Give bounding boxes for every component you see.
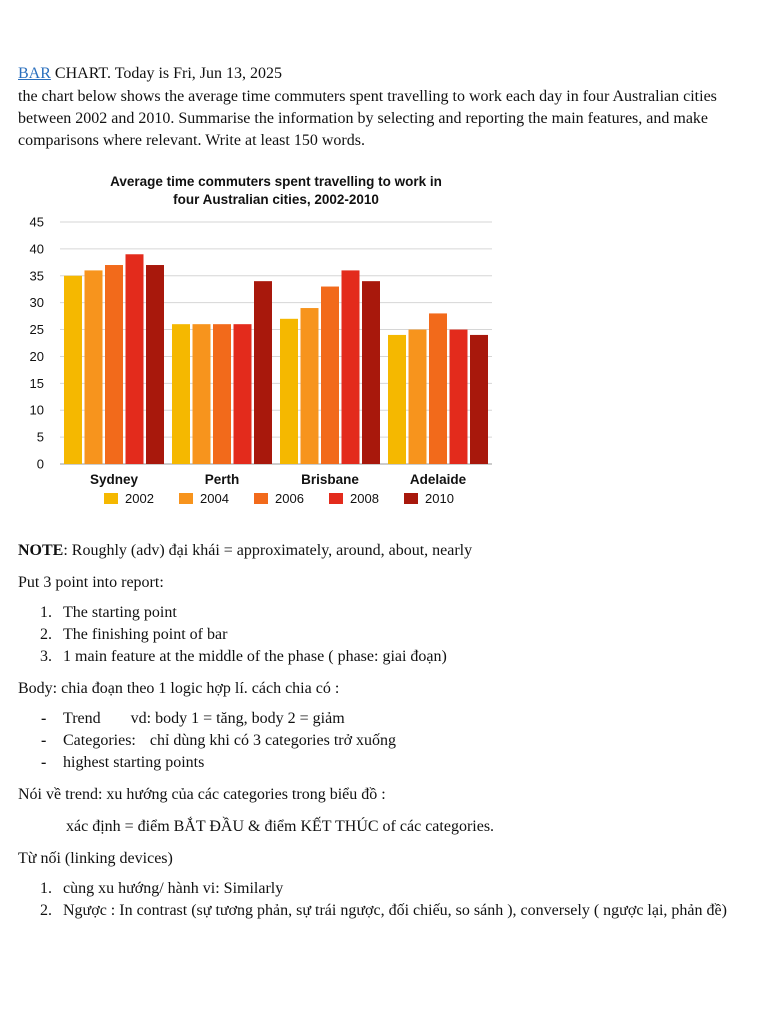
list-item: [18, 624, 733, 646]
legend-swatch-2008: [329, 493, 343, 504]
list-item: [18, 602, 733, 624]
list-text: The finishing point of bar: [63, 626, 228, 643]
list-dash: -: [41, 732, 47, 749]
list-item: [18, 708, 733, 730]
list-item: [18, 730, 733, 752]
bar-brisbane-2004: [301, 308, 319, 464]
bar-adelaide-2004: [409, 330, 427, 464]
list-item: [18, 878, 733, 900]
list-dash: -: [41, 754, 47, 771]
bar-adelaide-2010: [470, 335, 488, 464]
y-tick-label: 45: [29, 214, 44, 230]
chart-title-line: four Australian cities, 2002-2010: [173, 192, 379, 207]
bar-sydney-2008: [126, 254, 144, 464]
y-tick-label: 20: [29, 348, 44, 364]
y-tick-label: 0: [36, 456, 44, 472]
list-label: highest starting points: [63, 754, 205, 771]
list-text: Ngược : In contrast (sự tương phản, sự trái ngược, đối chiếu, so sánh ), conversely ( ngược lại, phản đề): [63, 902, 727, 919]
bar-adelaide-2002: [388, 335, 406, 464]
legend-swatch-2010: [404, 493, 418, 504]
bar-link[interactable]: BAR: [18, 65, 51, 82]
list-text: vd: body 1 = tăng, body 2 = giảm: [130, 710, 345, 727]
list-label: Categories:: [63, 732, 136, 749]
bar-perth-2010: [254, 281, 272, 464]
list-number: 2.: [40, 626, 52, 643]
bar-perth-2006: [213, 324, 231, 464]
bar-perth-2008: [234, 324, 252, 464]
bar-perth-2004: [193, 324, 211, 464]
bar-brisbane-2002: [280, 319, 298, 464]
document-title: [18, 62, 733, 86]
legend-label: 2006: [275, 491, 304, 506]
list-text: chỉ dùng khi có 3 categories trở xuống: [149, 732, 397, 749]
note-label: NOTE: [18, 542, 64, 559]
y-tick-label: 15: [29, 375, 44, 391]
legend-label: 2002: [125, 491, 154, 506]
legend-label: 2010: [425, 491, 454, 506]
body-list: [18, 708, 733, 774]
bar-sydney-2006: [105, 265, 123, 464]
y-tick-label: 40: [29, 241, 44, 257]
list-item: [18, 900, 733, 922]
chart-title-line: Average time commuters spent travelling to work in: [110, 174, 442, 189]
list-label: Trend: [63, 710, 101, 727]
legend-label: 2004: [200, 491, 229, 506]
list-number: 3.: [40, 648, 52, 665]
trend-heading: Nói về trend: xu hướng của các categories trong biểu đồ :: [18, 786, 386, 803]
bar-perth-2002: [172, 324, 190, 464]
legend-label: 2008: [350, 491, 379, 506]
y-tick-label: 5: [36, 429, 44, 445]
report-points-heading: Put 3 point into report:: [18, 574, 164, 591]
y-tick-label: 30: [29, 295, 44, 311]
y-tick-label: 10: [29, 402, 44, 418]
x-tick-label: Brisbane: [301, 472, 359, 487]
x-tick-label: Sydney: [89, 472, 139, 487]
bar-adelaide-2006: [429, 313, 447, 464]
list-number: 1.: [40, 880, 52, 897]
linking-heading: Từ nối (linking devices): [18, 850, 173, 867]
list-text: The starting point: [63, 604, 177, 621]
bar-sydney-2004: [85, 270, 103, 464]
bar-chart: [18, 166, 500, 526]
bar-sydney-2010: [146, 265, 164, 464]
legend-swatch-2006: [254, 493, 268, 504]
note-paragraph: [18, 540, 733, 562]
document-page: [18, 62, 733, 922]
linking-list: [18, 878, 733, 922]
report-points-list: [18, 602, 733, 668]
bar-sydney-2002: [64, 276, 82, 464]
body-heading: Body: chia đoạn theo 1 logic hợp lí. cách chia có :: [18, 680, 340, 697]
bar-brisbane-2008: [342, 270, 360, 464]
list-text: 1 main feature at the middle of the phase ( phase: giai đoạn): [63, 648, 447, 665]
list-number: 2.: [40, 902, 52, 919]
list-item: [18, 752, 733, 774]
y-tick-label: 35: [29, 268, 44, 284]
note-text: : Roughly (adv) đại khái = approximately, around, about, nearly: [63, 542, 473, 559]
title-text: CHART. Today is Fri, Jun 13, 2025: [50, 65, 283, 82]
list-dash: -: [41, 710, 47, 727]
x-tick-label: Perth: [204, 472, 240, 487]
y-tick-label: 25: [29, 322, 44, 338]
trend-detail: xác định = điểm BẮT ĐẦU & điểm KẾT THÚC of các categories.: [66, 818, 495, 835]
x-tick-label: Adelaide: [409, 472, 467, 487]
bar-adelaide-2008: [450, 330, 468, 464]
list-text: cùng xu hướng/ hành vi: Similarly: [63, 880, 284, 897]
list-number: 1.: [40, 604, 52, 621]
task-prompt: the chart below shows the average time commuters spent travelling to work each day in four Australian cities between 2002 and 2010. Summarise the information by selecting and reporting the main features, and make comparisons where relevant. Write at least 150 words.: [18, 88, 717, 149]
bar-brisbane-2006: [321, 287, 339, 464]
bar-brisbane-2010: [362, 281, 380, 464]
legend-swatch-2004: [179, 493, 193, 504]
bar-chart-svg: [18, 166, 500, 526]
list-item: [18, 646, 733, 668]
legend-swatch-2002: [104, 493, 118, 504]
